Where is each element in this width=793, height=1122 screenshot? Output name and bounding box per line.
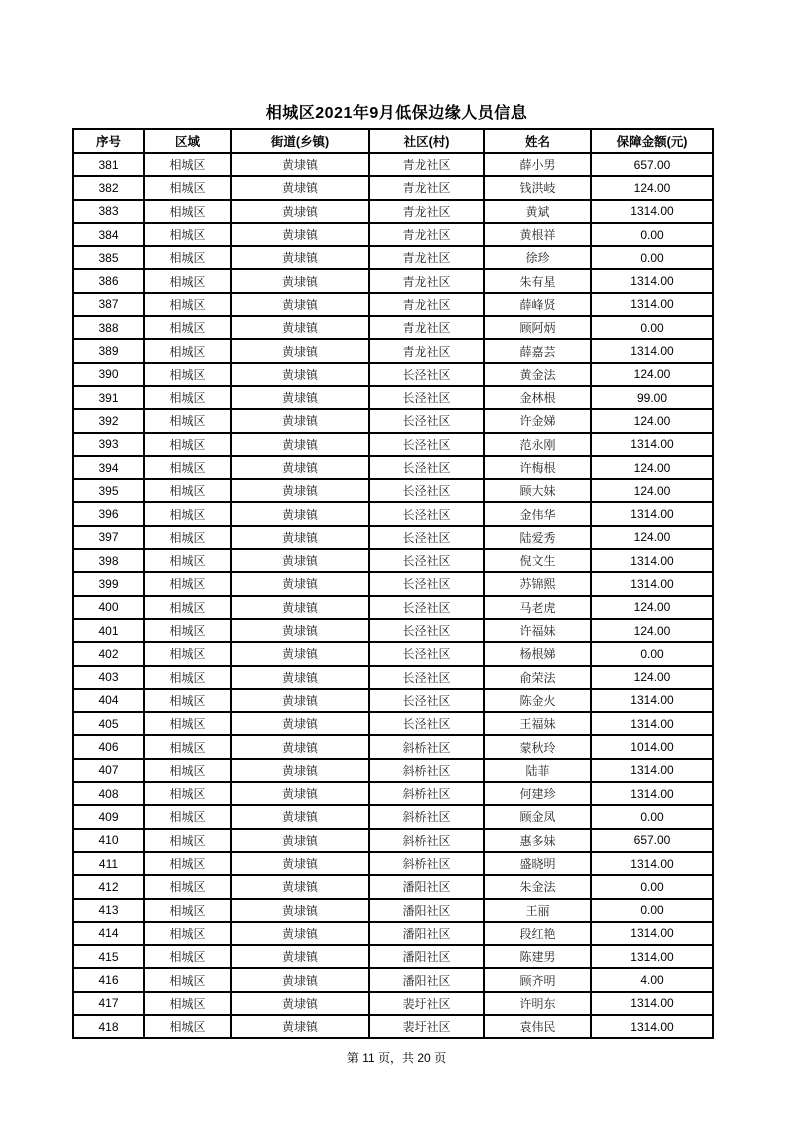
amount-cell: 0.00 <box>591 805 713 828</box>
seq-cell: 411 <box>73 852 144 875</box>
text-cell: 斜桥社区 <box>369 735 484 758</box>
seq-cell: 396 <box>73 502 144 525</box>
amount-cell: 1314.00 <box>591 572 713 595</box>
table-row <box>73 899 713 922</box>
table-row <box>73 572 713 595</box>
text-cell: 长泾社区 <box>369 502 484 525</box>
text-cell: 潘阳社区 <box>369 945 484 968</box>
text-cell: 相城区 <box>144 619 231 642</box>
text-cell: 黄埭镇 <box>231 409 369 432</box>
table-row <box>73 735 713 758</box>
text-cell: 相城区 <box>144 176 231 199</box>
text-cell: 斜桥社区 <box>369 782 484 805</box>
table-row <box>73 339 713 362</box>
text-cell: 黄埭镇 <box>231 619 369 642</box>
text-cell: 相城区 <box>144 1015 231 1038</box>
text-cell: 相城区 <box>144 642 231 665</box>
seq-cell: 418 <box>73 1015 144 1038</box>
text-cell: 潘阳社区 <box>369 875 484 898</box>
seq-cell: 405 <box>73 712 144 735</box>
text-cell: 相城区 <box>144 363 231 386</box>
seq-cell: 386 <box>73 269 144 292</box>
text-cell: 相城区 <box>144 479 231 502</box>
text-cell: 相城区 <box>144 386 231 409</box>
table-row <box>73 712 713 735</box>
text-cell: 相城区 <box>144 735 231 758</box>
text-cell: 相城区 <box>144 549 231 572</box>
seq-cell: 414 <box>73 922 144 945</box>
text-cell: 薛峰贤 <box>484 293 591 316</box>
table-row <box>73 246 713 269</box>
amount-cell: 124.00 <box>591 526 713 549</box>
text-cell: 许梅根 <box>484 456 591 479</box>
seq-cell: 410 <box>73 829 144 852</box>
table-row <box>73 363 713 386</box>
amount-cell: 1314.00 <box>591 269 713 292</box>
text-cell: 黄斌 <box>484 200 591 223</box>
amount-cell: 4.00 <box>591 968 713 991</box>
text-cell: 蒙秋玲 <box>484 735 591 758</box>
text-cell: 相城区 <box>144 759 231 782</box>
text-cell: 杨根娣 <box>484 642 591 665</box>
text-cell: 黄埭镇 <box>231 456 369 479</box>
text-cell: 黄埭镇 <box>231 526 369 549</box>
amount-cell: 1314.00 <box>591 339 713 362</box>
text-cell: 朱有星 <box>484 269 591 292</box>
amount-cell: 0.00 <box>591 316 713 339</box>
amount-cell: 1314.00 <box>591 852 713 875</box>
text-cell: 黄埭镇 <box>231 666 369 689</box>
seq-cell: 399 <box>73 572 144 595</box>
text-cell: 潘阳社区 <box>369 968 484 991</box>
text-cell: 相城区 <box>144 269 231 292</box>
text-cell: 相城区 <box>144 596 231 619</box>
seq-cell: 409 <box>73 805 144 828</box>
table-row <box>73 386 713 409</box>
text-cell: 长泾社区 <box>369 549 484 572</box>
text-cell: 黄根祥 <box>484 223 591 246</box>
text-cell: 相城区 <box>144 502 231 525</box>
text-cell: 相城区 <box>144 782 231 805</box>
text-cell: 相城区 <box>144 852 231 875</box>
seq-cell: 415 <box>73 945 144 968</box>
text-cell: 长泾社区 <box>369 409 484 432</box>
amount-cell: 1314.00 <box>591 922 713 945</box>
text-cell: 马老虎 <box>484 596 591 619</box>
header-row <box>73 129 713 153</box>
text-cell: 长泾社区 <box>369 386 484 409</box>
text-cell: 青龙社区 <box>369 200 484 223</box>
table-row <box>73 316 713 339</box>
text-cell: 金伟华 <box>484 502 591 525</box>
table-row <box>73 945 713 968</box>
text-cell: 青龙社区 <box>369 176 484 199</box>
text-cell: 黄埭镇 <box>231 549 369 572</box>
table-row <box>73 502 713 525</box>
table-body <box>73 153 713 1038</box>
seq-cell: 389 <box>73 339 144 362</box>
text-cell: 黄埭镇 <box>231 689 369 712</box>
table-row <box>73 689 713 712</box>
table-row <box>73 479 713 502</box>
text-cell: 范永刚 <box>484 433 591 456</box>
amount-cell: 124.00 <box>591 176 713 199</box>
text-cell: 相城区 <box>144 992 231 1015</box>
amount-cell: 1314.00 <box>591 549 713 572</box>
text-cell: 黄埭镇 <box>231 223 369 246</box>
seq-cell: 401 <box>73 619 144 642</box>
table-row <box>73 922 713 945</box>
seq-cell: 385 <box>73 246 144 269</box>
seq-cell: 387 <box>73 293 144 316</box>
table-row <box>73 1015 713 1038</box>
amount-cell: 124.00 <box>591 409 713 432</box>
text-cell: 黄埭镇 <box>231 386 369 409</box>
amount-cell: 0.00 <box>591 875 713 898</box>
text-cell: 段红艳 <box>484 922 591 945</box>
text-cell: 盛晓明 <box>484 852 591 875</box>
text-cell: 惠多妹 <box>484 829 591 852</box>
text-cell: 斜桥社区 <box>369 852 484 875</box>
text-cell: 薛小男 <box>484 153 591 176</box>
header-cell: 社区(村) <box>369 129 484 153</box>
seq-cell: 412 <box>73 875 144 898</box>
table-row <box>73 223 713 246</box>
text-cell: 长泾社区 <box>369 526 484 549</box>
text-cell: 长泾社区 <box>369 572 484 595</box>
amount-cell: 124.00 <box>591 596 713 619</box>
text-cell: 黄埭镇 <box>231 922 369 945</box>
text-cell: 陈建男 <box>484 945 591 968</box>
amount-cell: 1314.00 <box>591 200 713 223</box>
seq-cell: 400 <box>73 596 144 619</box>
seq-cell: 402 <box>73 642 144 665</box>
amount-cell: 1314.00 <box>591 759 713 782</box>
text-cell: 许福妹 <box>484 619 591 642</box>
text-cell: 王福妹 <box>484 712 591 735</box>
amount-cell: 0.00 <box>591 899 713 922</box>
table-row <box>73 433 713 456</box>
text-cell: 钱洪岐 <box>484 176 591 199</box>
text-cell: 相城区 <box>144 945 231 968</box>
seq-cell: 397 <box>73 526 144 549</box>
table-row <box>73 526 713 549</box>
amount-cell: 1314.00 <box>591 782 713 805</box>
table-row <box>73 759 713 782</box>
text-cell: 顾阿炳 <box>484 316 591 339</box>
text-cell: 长泾社区 <box>369 433 484 456</box>
text-cell: 斜桥社区 <box>369 805 484 828</box>
amount-cell: 1314.00 <box>591 992 713 1015</box>
text-cell: 潘阳社区 <box>369 899 484 922</box>
text-cell: 青龙社区 <box>369 316 484 339</box>
text-cell: 黄埭镇 <box>231 782 369 805</box>
table-row <box>73 596 713 619</box>
amount-cell: 1314.00 <box>591 712 713 735</box>
text-cell: 相城区 <box>144 712 231 735</box>
text-cell: 相城区 <box>144 409 231 432</box>
text-cell: 相城区 <box>144 153 231 176</box>
text-cell: 黄埭镇 <box>231 433 369 456</box>
text-cell: 相城区 <box>144 433 231 456</box>
text-cell: 相城区 <box>144 875 231 898</box>
text-cell: 相城区 <box>144 689 231 712</box>
table-row <box>73 200 713 223</box>
text-cell: 王丽 <box>484 899 591 922</box>
amount-cell: 0.00 <box>591 223 713 246</box>
text-cell: 徐珍 <box>484 246 591 269</box>
text-cell: 斜桥社区 <box>369 829 484 852</box>
amount-cell: 657.00 <box>591 829 713 852</box>
header-cell: 姓名 <box>484 129 591 153</box>
text-cell: 黄埭镇 <box>231 293 369 316</box>
text-cell: 薛嘉芸 <box>484 339 591 362</box>
text-cell: 黄埭镇 <box>231 945 369 968</box>
text-cell: 长泾社区 <box>369 712 484 735</box>
text-cell: 黄埭镇 <box>231 805 369 828</box>
text-cell: 相城区 <box>144 293 231 316</box>
text-cell: 青龙社区 <box>369 339 484 362</box>
text-cell: 何建珍 <box>484 782 591 805</box>
text-cell: 青龙社区 <box>369 153 484 176</box>
header-cell: 区域 <box>144 129 231 153</box>
seq-cell: 394 <box>73 456 144 479</box>
text-cell: 黄埭镇 <box>231 759 369 782</box>
text-cell: 黄埭镇 <box>231 246 369 269</box>
text-cell: 黄埭镇 <box>231 968 369 991</box>
text-cell: 长泾社区 <box>369 456 484 479</box>
text-cell: 黄埭镇 <box>231 572 369 595</box>
text-cell: 青龙社区 <box>369 269 484 292</box>
text-cell: 顾大妹 <box>484 479 591 502</box>
text-cell: 相城区 <box>144 223 231 246</box>
text-cell: 青龙社区 <box>369 293 484 316</box>
amount-cell: 1314.00 <box>591 293 713 316</box>
text-cell: 长泾社区 <box>369 363 484 386</box>
text-cell: 黄埭镇 <box>231 899 369 922</box>
text-cell: 相城区 <box>144 200 231 223</box>
table-row <box>73 805 713 828</box>
text-cell: 黄埭镇 <box>231 363 369 386</box>
text-cell: 相城区 <box>144 316 231 339</box>
text-cell: 长泾社区 <box>369 689 484 712</box>
text-cell: 黄金法 <box>484 363 591 386</box>
text-cell: 黄埭镇 <box>231 642 369 665</box>
page-number-footer: 第 11 页，共 20 页 <box>346 1051 447 1065</box>
seq-cell: 383 <box>73 200 144 223</box>
table-row <box>73 875 713 898</box>
amount-cell: 124.00 <box>591 479 713 502</box>
text-cell: 金林根 <box>484 386 591 409</box>
header-cell: 保障金额(元) <box>591 129 713 153</box>
header-cell: 序号 <box>73 129 144 153</box>
text-cell: 黄埭镇 <box>231 829 369 852</box>
text-cell: 倪文生 <box>484 549 591 572</box>
text-cell: 黄埭镇 <box>231 735 369 758</box>
seq-cell: 392 <box>73 409 144 432</box>
text-cell: 长泾社区 <box>369 479 484 502</box>
text-cell: 潘阳社区 <box>369 922 484 945</box>
table-row <box>73 153 713 176</box>
text-cell: 相城区 <box>144 829 231 852</box>
amount-cell: 124.00 <box>591 619 713 642</box>
text-cell: 黄埭镇 <box>231 596 369 619</box>
text-cell: 青龙社区 <box>369 246 484 269</box>
seq-cell: 381 <box>73 153 144 176</box>
text-cell: 黄埭镇 <box>231 153 369 176</box>
table-row <box>73 642 713 665</box>
text-cell: 朱金法 <box>484 875 591 898</box>
text-cell: 长泾社区 <box>369 666 484 689</box>
table-row <box>73 176 713 199</box>
seq-cell: 406 <box>73 735 144 758</box>
seq-cell: 382 <box>73 176 144 199</box>
amount-cell: 124.00 <box>591 456 713 479</box>
text-cell: 陆爱秀 <box>484 526 591 549</box>
text-cell: 相城区 <box>144 572 231 595</box>
text-cell: 顾齐明 <box>484 968 591 991</box>
table-row <box>73 409 713 432</box>
table-row <box>73 782 713 805</box>
text-cell: 黄埭镇 <box>231 1015 369 1038</box>
header-cell: 街道(乡镇) <box>231 129 369 153</box>
text-cell: 相城区 <box>144 968 231 991</box>
text-cell: 苏锦熙 <box>484 572 591 595</box>
seq-cell: 393 <box>73 433 144 456</box>
table-row <box>73 992 713 1015</box>
text-cell: 俞荣法 <box>484 666 591 689</box>
text-cell: 相城区 <box>144 526 231 549</box>
text-cell: 相城区 <box>144 339 231 362</box>
text-cell: 黄埭镇 <box>231 269 369 292</box>
text-cell: 黄埭镇 <box>231 479 369 502</box>
amount-cell: 1314.00 <box>591 502 713 525</box>
text-cell: 青龙社区 <box>369 223 484 246</box>
seq-cell: 384 <box>73 223 144 246</box>
text-cell: 黄埭镇 <box>231 176 369 199</box>
amount-cell: 124.00 <box>591 666 713 689</box>
text-cell: 黄埭镇 <box>231 875 369 898</box>
seq-cell: 388 <box>73 316 144 339</box>
text-cell: 长泾社区 <box>369 596 484 619</box>
page-title: 相城区2021年9月低保边缘人员信息 <box>265 105 528 122</box>
text-cell: 裴圩社区 <box>369 1015 484 1038</box>
seq-cell: 404 <box>73 689 144 712</box>
amount-cell: 1314.00 <box>591 689 713 712</box>
seq-cell: 390 <box>73 363 144 386</box>
table-row <box>73 549 713 572</box>
seq-cell: 417 <box>73 992 144 1015</box>
text-cell: 黄埭镇 <box>231 200 369 223</box>
amount-cell: 0.00 <box>591 246 713 269</box>
text-cell: 陈金火 <box>484 689 591 712</box>
text-cell: 黄埭镇 <box>231 502 369 525</box>
seq-cell: 416 <box>73 968 144 991</box>
text-cell: 相城区 <box>144 805 231 828</box>
amount-cell: 657.00 <box>591 153 713 176</box>
table-header <box>73 129 713 153</box>
table-row <box>73 666 713 689</box>
table-row <box>73 852 713 875</box>
amount-cell: 1314.00 <box>591 945 713 968</box>
table-row <box>73 829 713 852</box>
amount-cell: 124.00 <box>591 363 713 386</box>
seq-cell: 403 <box>73 666 144 689</box>
text-cell: 相城区 <box>144 666 231 689</box>
text-cell: 长泾社区 <box>369 642 484 665</box>
seq-cell: 408 <box>73 782 144 805</box>
text-cell: 长泾社区 <box>369 619 484 642</box>
seq-cell: 398 <box>73 549 144 572</box>
text-cell: 黄埭镇 <box>231 992 369 1015</box>
text-cell: 相城区 <box>144 899 231 922</box>
amount-cell: 0.00 <box>591 642 713 665</box>
text-cell: 许明东 <box>484 992 591 1015</box>
text-cell: 相城区 <box>144 246 231 269</box>
text-cell: 黄埭镇 <box>231 316 369 339</box>
table-row <box>73 293 713 316</box>
text-cell: 相城区 <box>144 456 231 479</box>
text-cell: 黄埭镇 <box>231 852 369 875</box>
seq-cell: 407 <box>73 759 144 782</box>
text-cell: 袁伟民 <box>484 1015 591 1038</box>
amount-cell: 99.00 <box>591 386 713 409</box>
amount-cell: 1314.00 <box>591 1015 713 1038</box>
table-row <box>73 619 713 642</box>
seq-cell: 413 <box>73 899 144 922</box>
table-row <box>73 456 713 479</box>
benefits-table <box>72 128 714 1039</box>
seq-cell: 395 <box>73 479 144 502</box>
text-cell: 相城区 <box>144 922 231 945</box>
amount-cell: 1314.00 <box>591 433 713 456</box>
text-cell: 顾金凤 <box>484 805 591 828</box>
text-cell: 黄埭镇 <box>231 339 369 362</box>
text-cell: 陆菲 <box>484 759 591 782</box>
table-row <box>73 968 713 991</box>
text-cell: 裴圩社区 <box>369 992 484 1015</box>
text-cell: 许金娣 <box>484 409 591 432</box>
amount-cell: 1014.00 <box>591 735 713 758</box>
text-cell: 黄埭镇 <box>231 712 369 735</box>
text-cell: 斜桥社区 <box>369 759 484 782</box>
table-row <box>73 269 713 292</box>
seq-cell: 391 <box>73 386 144 409</box>
